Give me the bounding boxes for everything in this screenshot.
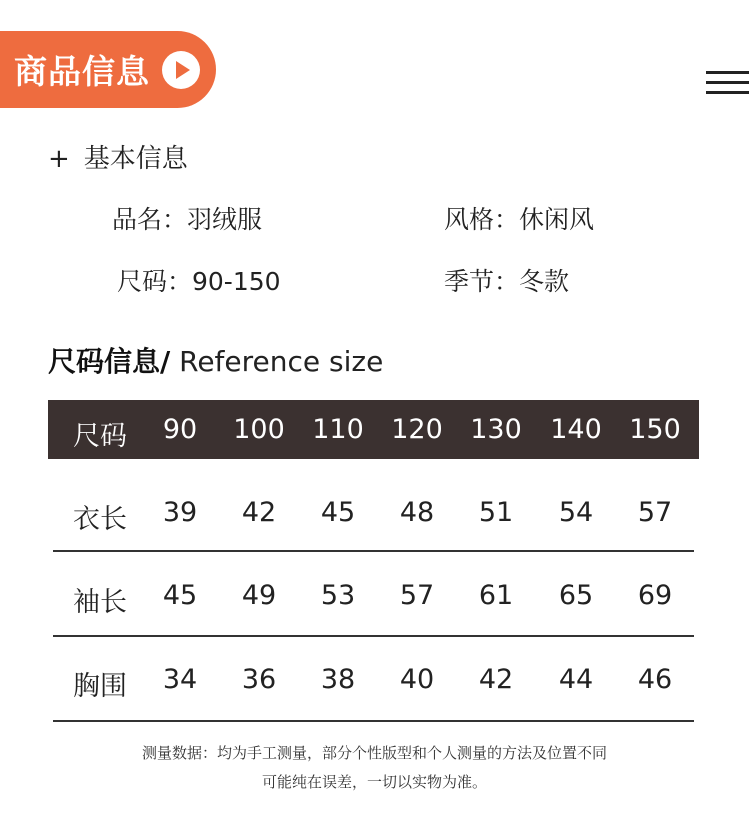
table-cell: 61: [478, 580, 514, 611]
table-cell: 51: [478, 497, 514, 528]
table-cell: 49: [241, 580, 277, 611]
table-cell: 38: [320, 664, 356, 695]
table-cell: 69: [637, 580, 673, 611]
row-divider: [53, 550, 694, 552]
play-circle-icon[interactable]: [162, 51, 200, 89]
row-divider: [53, 635, 694, 637]
header-cell: 140: [550, 414, 602, 445]
header-cell: 100: [233, 414, 285, 445]
hamburger-menu-icon[interactable]: [706, 71, 749, 95]
table-cell: 57: [637, 497, 673, 528]
header-cell: 130: [470, 414, 522, 445]
row-label: 袖长: [73, 587, 127, 618]
table-cell: 53: [320, 580, 356, 611]
header-cell: 90: [162, 414, 198, 445]
product-name: 品名：羽绒服: [112, 205, 263, 234]
header-cell: 110: [312, 414, 364, 445]
row-label: 胸围: [73, 671, 127, 702]
row-divider: [53, 720, 694, 722]
size-table-header: [48, 400, 699, 459]
size-info-title-zh: 尺码信息/: [48, 345, 171, 378]
table-cell: 42: [478, 664, 514, 695]
product-season: 季节：冬款: [444, 267, 570, 296]
size-info-title: [48, 340, 383, 380]
header-cell: 120: [391, 414, 443, 445]
table-cell: 45: [162, 580, 198, 611]
table-cell: 40: [399, 664, 435, 695]
table-cell: 54: [558, 497, 594, 528]
basic-info-title: 基本信息: [83, 144, 188, 174]
measurement-note-line2: 可能纯在误差，一切以实物为准。: [261, 773, 487, 791]
table-cell: 44: [558, 664, 594, 695]
table-cell: 57: [399, 580, 435, 611]
product-size-range: 尺码：90-150: [117, 267, 281, 296]
measurement-note-line1: 测量数据：均为手工测量，部分个性版型和个人测量的方法及位置不同: [141, 744, 607, 762]
header-cell: 尺码: [73, 421, 127, 452]
table-cell: 65: [558, 580, 594, 611]
table-cell: 34: [162, 664, 198, 695]
table-cell: 45: [320, 497, 356, 528]
expand-plus-icon[interactable]: +: [48, 144, 70, 174]
product-info-label: 商品信息: [14, 52, 150, 91]
table-cell: 36: [241, 664, 277, 695]
table-cell: 48: [399, 497, 435, 528]
row-label: 衣长: [73, 504, 127, 535]
table-cell: 39: [162, 497, 198, 528]
product-style: 风格：休闲风: [444, 205, 595, 234]
header-cell: 150: [629, 414, 681, 445]
table-cell: 46: [637, 664, 673, 695]
size-info-title-en: Reference size: [170, 345, 384, 378]
table-cell: 42: [241, 497, 277, 528]
product-info-badge: [0, 31, 216, 108]
basic-info-heading: [48, 138, 188, 175]
